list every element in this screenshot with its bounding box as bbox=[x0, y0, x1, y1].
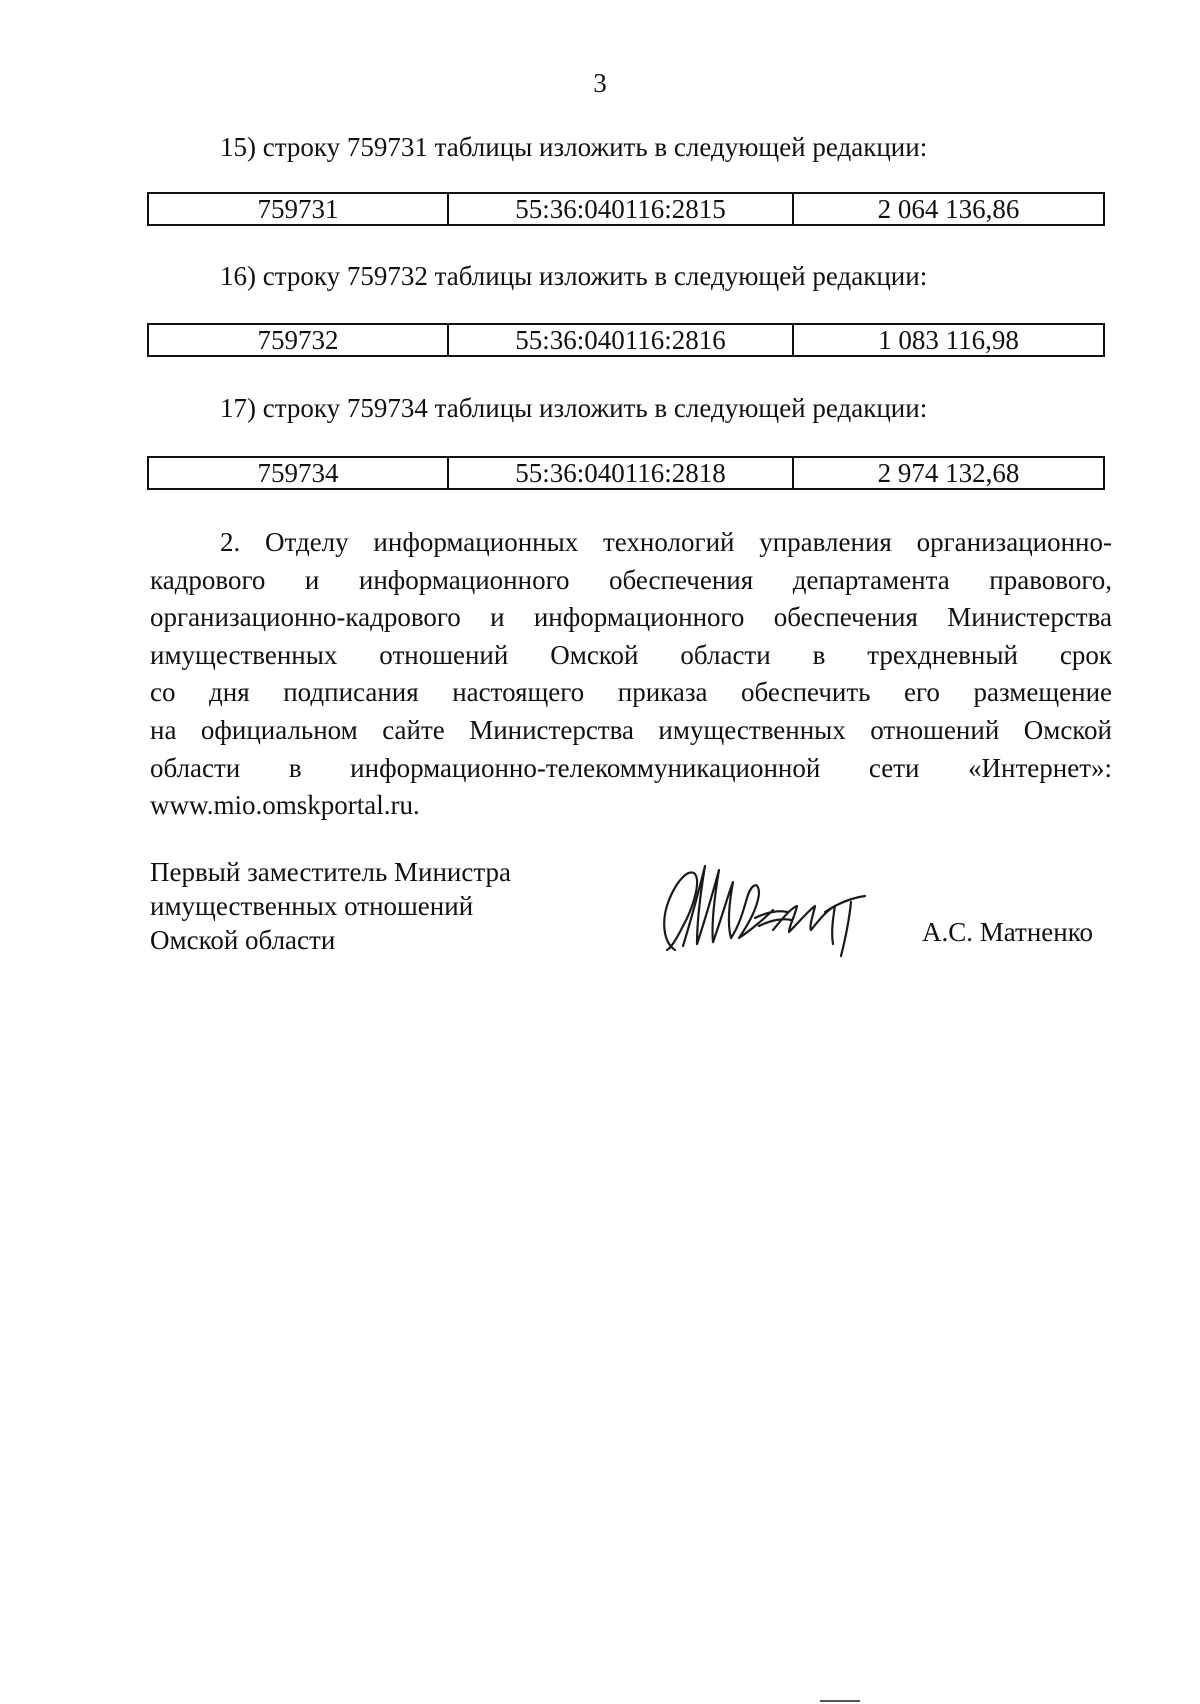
amendment-heading: 16) строку 759732 таблицы изложить в следующей редакции: bbox=[220, 261, 928, 291]
paragraph-line: со дня подписания настоящего приказа обеспечить его размещение bbox=[150, 677, 1112, 708]
row-id-cell: 759731 bbox=[149, 194, 449, 224]
row-id-cell: 759732 bbox=[149, 325, 449, 355]
signer-position bbox=[150, 855, 511, 957]
amendment-heading: 15) строку 759731 таблицы изложить в следующей редакции: bbox=[220, 132, 928, 162]
cadastral-number-cell: 55:36:040116:2815 bbox=[449, 194, 794, 224]
paragraph-line: 2. Отделу информационных технологий управления организационно- bbox=[220, 527, 1112, 557]
signer-name: А.С. Матненко bbox=[922, 917, 1093, 947]
cadastral-number-cell: 55:36:040116:2818 bbox=[449, 458, 794, 488]
paragraph-line: имущественных отношений Омской области в трехдневный срок bbox=[150, 639, 1112, 670]
table-row bbox=[147, 456, 1105, 490]
page-edge-mark bbox=[820, 1700, 860, 1702]
paragraph-line: на официальном сайте Министерства имущественных отношений Омской bbox=[150, 714, 1112, 745]
handwritten-signature bbox=[655, 860, 890, 960]
paragraph-2 bbox=[150, 524, 1112, 825]
value-cell: 2 974 132,68 bbox=[877, 458, 1020, 488]
paragraph-line: области в информационно-телекоммуникационной сети «Интернет»: bbox=[150, 752, 1112, 783]
value-cell: 2 064 136,86 bbox=[877, 194, 1020, 224]
row-id-cell: 759734 bbox=[149, 458, 449, 488]
value-cell: 1 083 116,98 bbox=[878, 325, 1019, 355]
paragraph-line: организационно-кадрового и информационного обеспечения Министерства bbox=[150, 602, 1112, 633]
signer-position-line: Омской области bbox=[150, 925, 336, 955]
signer-position-line: имущественных отношений bbox=[150, 891, 474, 921]
page-number: 3 bbox=[593, 68, 607, 98]
amendment-heading: 17) строку 759734 таблицы изложить в следующей редакции: bbox=[220, 393, 928, 423]
paragraph-line: кадрового и информационного обеспечения департамента правового, bbox=[150, 564, 1112, 595]
cadastral-number-cell: 55:36:040116:2816 bbox=[449, 325, 794, 355]
table-row bbox=[147, 192, 1105, 226]
table-row bbox=[147, 323, 1105, 357]
website-url: www.mio.omskportal.ru. bbox=[150, 790, 420, 821]
signer-position-line: Первый заместитель Министра bbox=[150, 857, 511, 887]
